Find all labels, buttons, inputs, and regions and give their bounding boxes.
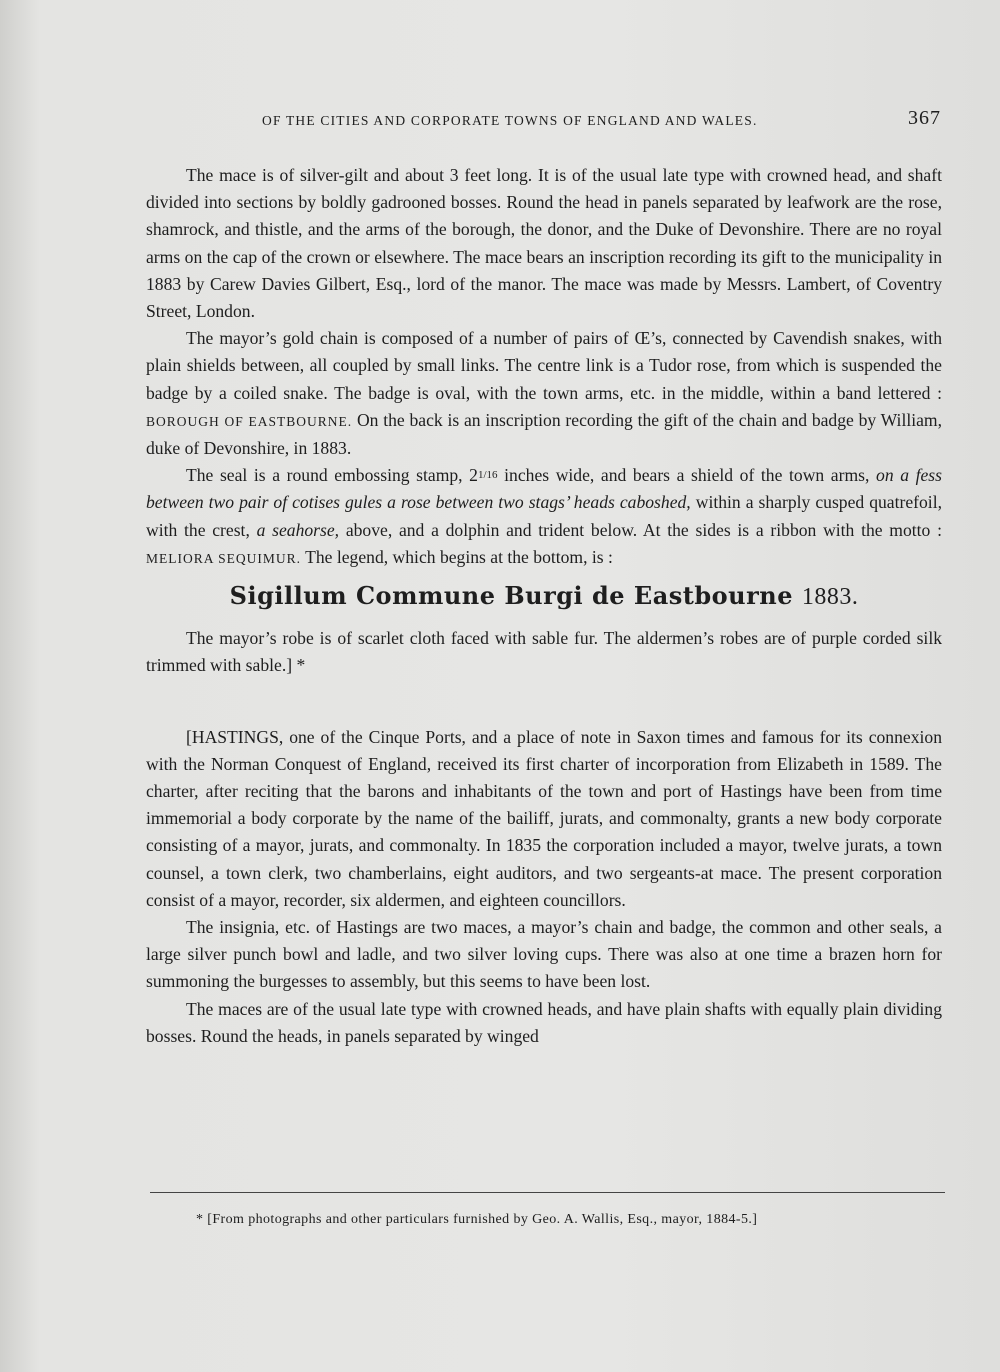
section-gap (146, 680, 942, 724)
seal-legend: Sigillum Commune Burgi de Eastbourne 1883. (229, 581, 859, 611)
paragraph-hastings-maces: The maces are of the usual late type with crowned heads, and have plain shafts with equally plain dividing bosses. Round the heads, in panels separated by winged (146, 998, 942, 1046)
paragraph-seal: The seal is a round embossing stamp, 21/16 inches wide, and bears a shield of the town arms, on a fess between two pair of cotises gules a rose between two stags’ heads caboshed, within a sharply cusped quatrefoil, with the crest, a seahorse, above, and a dolphin and trident below. At the sides is a ribbon with the motto : MELIORA SEQUIMUR. The legend, which begins at the bottom, is : (146, 465, 942, 567)
motto: MELIORA SEQUIMUR. (146, 550, 302, 566)
footnote-rule (150, 1192, 945, 1193)
paragraph-chain: The mayor’s gold chain is composed of a number of pairs of Œ’s, connected by Cavendish snakes, with plain shields between, all coupled by small links. The centre link is a Tudor rose, from which is suspended the badge by a coiled snake. The badge is oval, with the town arms, etc. in the middle, within a band lettered : BOROUGH OF EASTBOURNE. On the back is an inscription recording the gift of the chain and badge by William, duke of Devonshire, in 1883. (146, 328, 943, 459)
seal-size-fraction: 1/16 (477, 469, 498, 482)
paragraph-hastings-insignia: The insignia, etc. of Hastings are two maces, a mayor’s chain and badge, the common and other seals, a large silver punch bowl and ladle, and two silver loving cups. There was also at one time a brazen horn for summoning the burgesses to assembly, but this seems to have been lost. (146, 917, 942, 992)
page-number: 367 (908, 107, 941, 129)
body-text (146, 162, 942, 1050)
blazon-crest: a seahorse, (256, 519, 340, 540)
blazon-arms: on a fess between two pair of cotises gules a rose between two stags’ heads caboshed, (146, 465, 942, 513)
footnote: * [From photographs and other particulars furnished by Geo. A. Wallis, Esq., mayor, 1884-5.] (196, 1212, 758, 1227)
paragraph-hastings-intro: [HASTINGS, one of the Cinque Ports, and a place of note in Saxon times and famous for its connexion with the Norman Conquest of England, received its first charter of incorporation from Elizabeth in 1589. The charter, after reciting that the barons and inhabitants of the town and port of Hastings have been from time immemorial a body corporate by the name of the bailiff, jurats, and commonalty, grants a new body corporate consisting of a mayor, jurats, and commonalty. In 1835 the corporation included a mayor, twelve jurats, a town counsel, a town clerk, two chamberlains, eight auditors, and two sergeants-at mace. The present corporation consist of a mayor, recorder, six aldermen, and eighteen councillors. (146, 726, 942, 910)
running-head: OF THE CITIES AND CORPORATE TOWNS OF ENGLAND AND WALES. (262, 113, 758, 128)
paragraph-mace: The mace is of silver-gilt and about 3 feet long. It is of the usual late type with crowned head, and shaft divided into sections by boldly gadrooned bosses. Round the head in panels separated by leafwork are the rose, shamrock, and thistle, and the arms of the borough, the donor, and the Duke of Devonshire. There are no royal arms on the cap of the crown or elsewhere. The mace bears an inscription recording its gift to the municipality in 1883 by Carew Davies Gilbert, Esq., lord of the manor. The mace was made by Messrs. Lambert, of Coventry Street, London. (146, 165, 942, 322)
badge-lettering: BOROUGH OF EASTBOURNE. (146, 413, 353, 429)
paragraph-robes: The mayor’s robe is of scarlet cloth faced with sable fur. The aldermen’s robes are of purple corded silk trimmed with sable.] * (146, 628, 942, 676)
